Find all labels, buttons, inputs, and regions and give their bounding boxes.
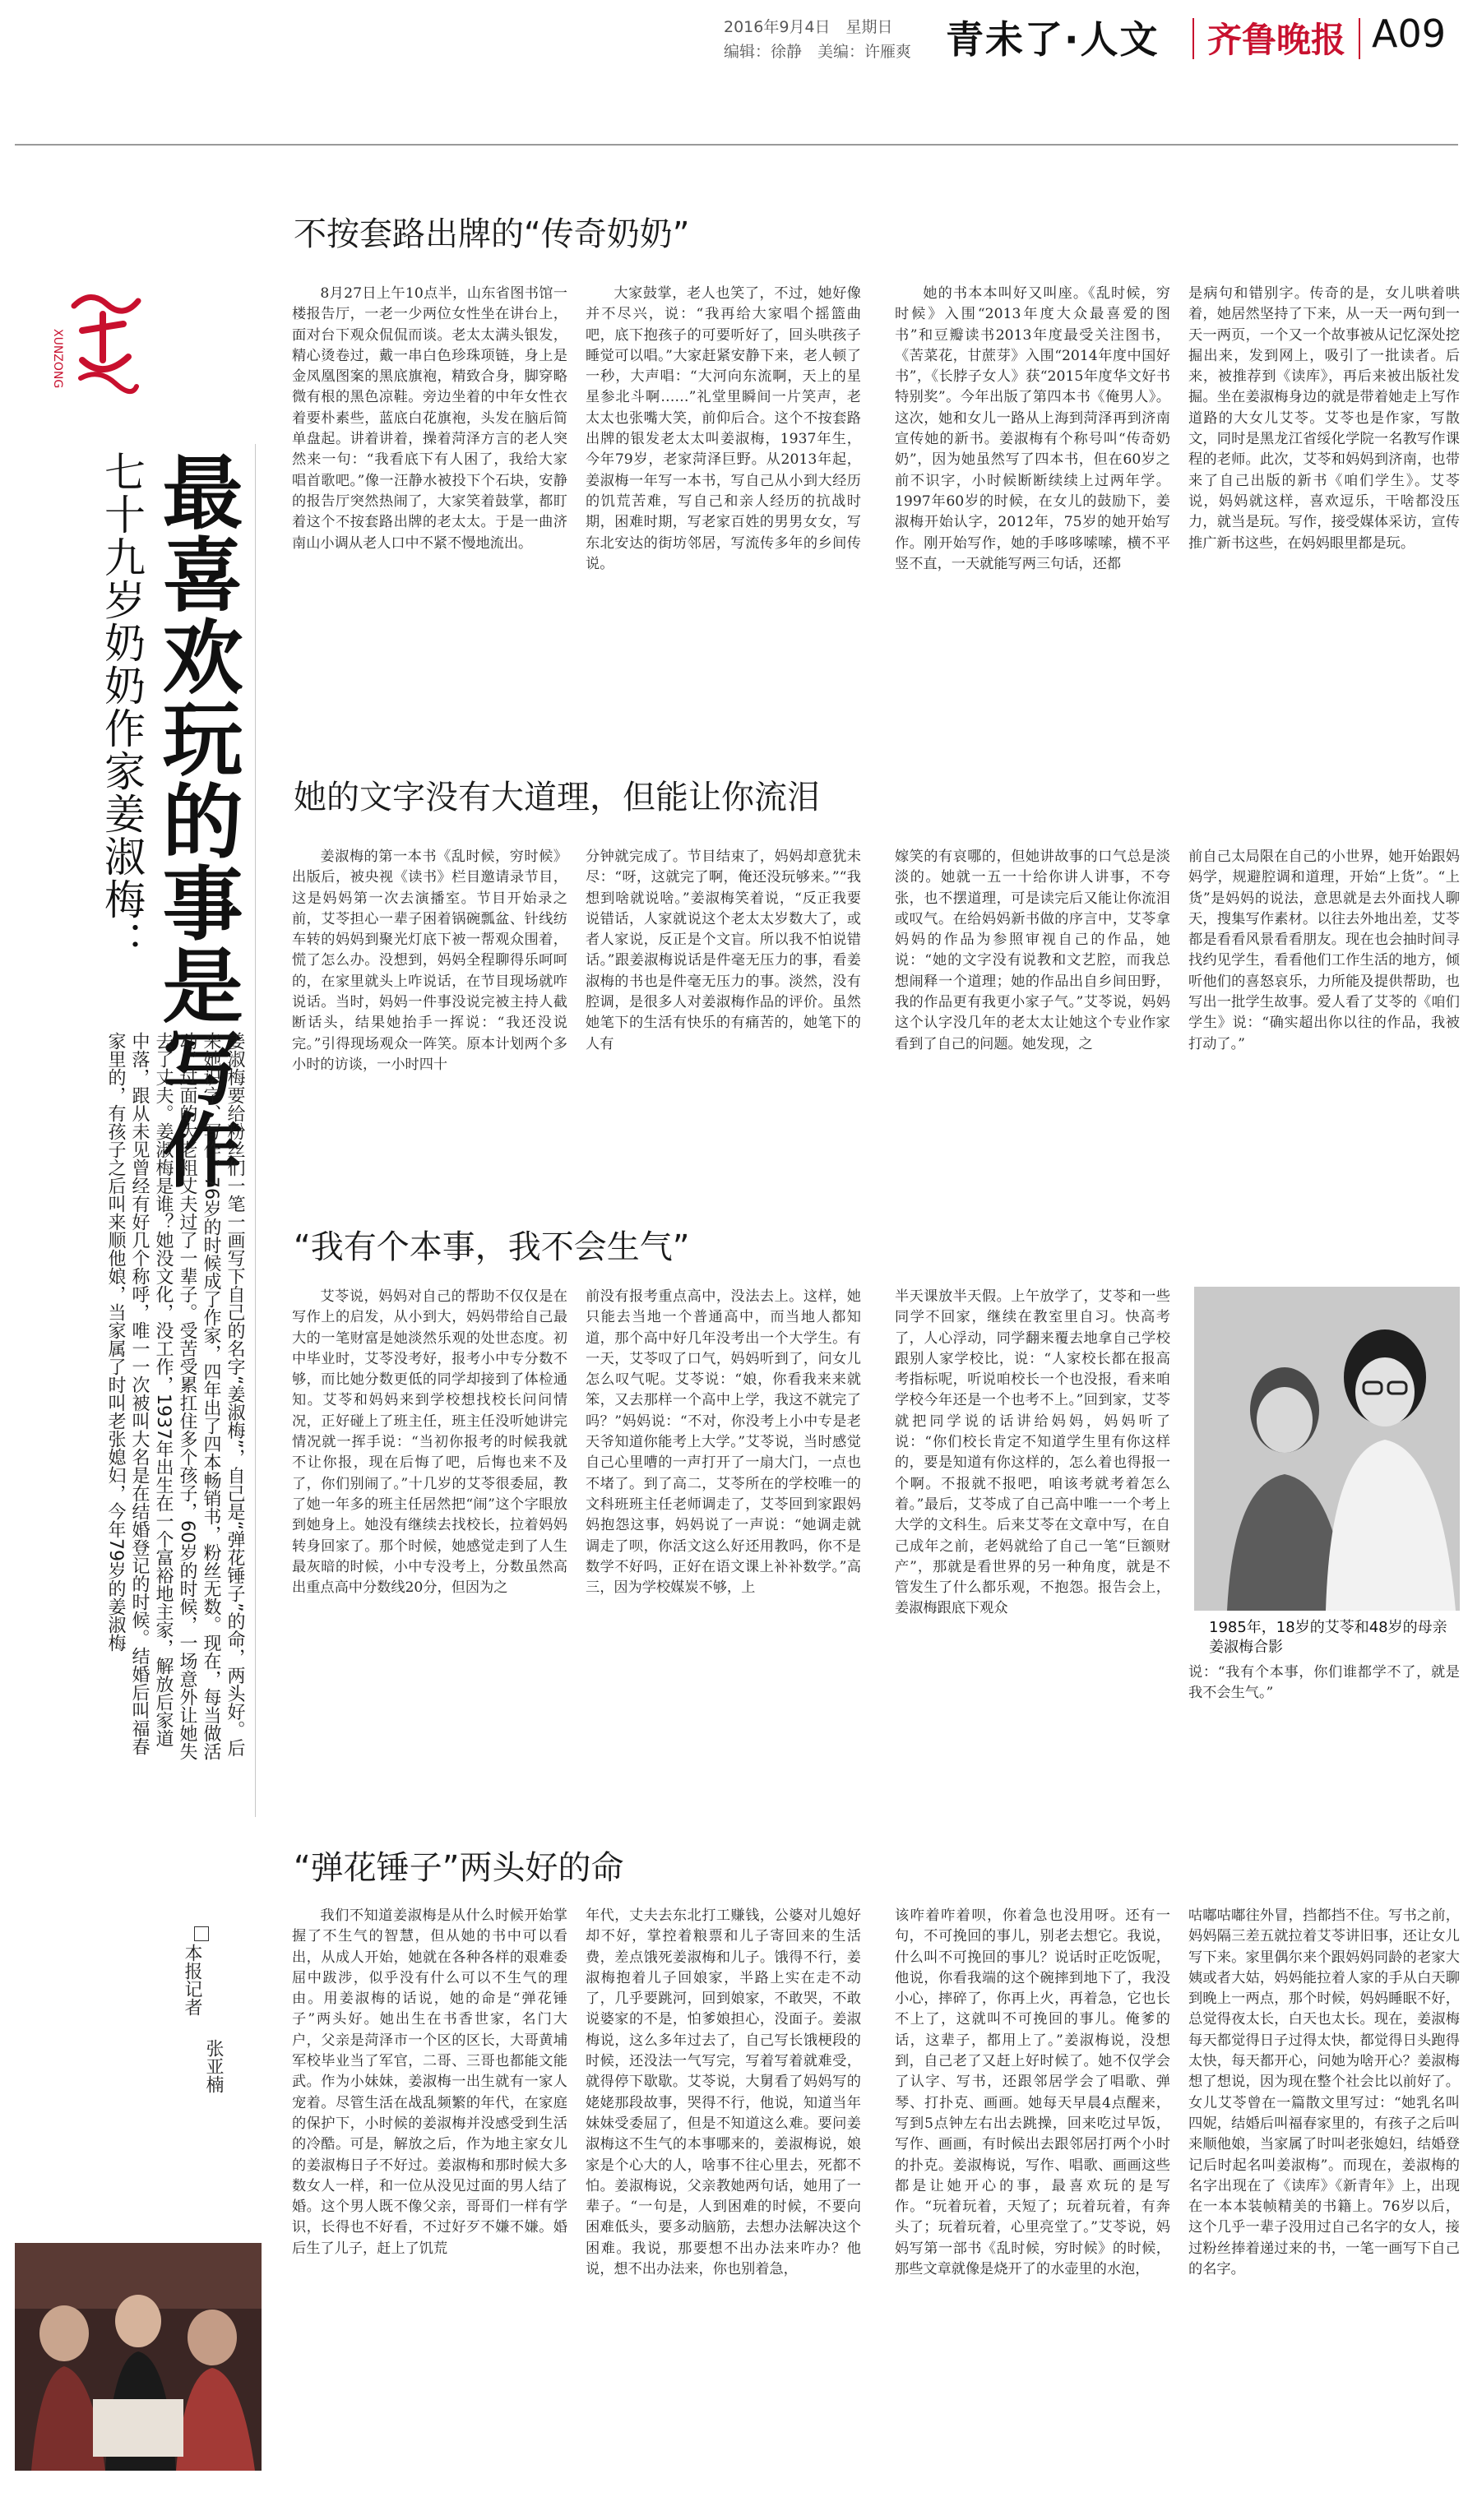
article-column: 嫁笑的有哀哪的，但她讲故事的口气总是淡淡的。她就一五一十给你讲人讲事，不夸张，也不摆道理，可是读完后又能让你流泪或叹气。在给妈妈新书做的序言中，艾苓拿妈妈的作品为参照审视自己的作品，她说：“她的文字没有说教和文艺腔，而我总想闹释一个道理；她的作品出自乡间田野，我的作品更有我更小家子气。”艾苓说，妈妈这个认字没几年的老太太让她这个专业作家看到了自己的问题。她发现，之	[895, 848, 1170, 1052]
article-column: 前没有报考重点高中，没法去上。这样，她只能去当地一个普通高中，而当地人都知道，那个高中好几年没考出一个大学生。有一天，艾苓叹了口气，妈妈听到了，问女儿怎么叹气呢。艾苓说：“娘，你看我来来就笨，又去那样一个高中上学，我这不就完了吗？”妈妈说：“不对，你没考上小中专是老天爷知道你能考上大学。”艾苓说，当时感觉自己心里嘈的一声打开了一扇大门，一点也不堵了。到了高二，艾苓所在的学校唯一的文科班班主任老师调走了，艾苓回到家跟妈妈抱怨这事，妈妈说了一声说：“她调走就调走了呗，你活文这么好还用教吗，你不是数学不好吗，正好在语文课上补补数学。”高三，因为学校媒炭不够，上	[586, 1288, 861, 1597]
byline-label: 本报记者	[182, 1944, 202, 2016]
page-number: A09	[1372, 12, 1447, 56]
article-column: 艾苓说，妈妈对自己的帮助不仅仅是在写作上的启发，从小到大，妈妈带给自己最大的一笔财富是她淡然乐观的处世态度。初中毕业时，艾苓没考好，报考小中专分数不够，而比她分数更低的同学却接到了体检通知。艾苓和妈妈来到学校想找校长问问情况，正好碰上了班主任，班主任没听她讲完情况就一挥手说：“当初你报考的时候我就不让你报，现在后悔了吧，后悔也来不及了，你们别闹了。”十几岁的艾苓很委屈，教了她一年多的班主任居然把“闹”这个字眼放到她身上。她没有继续去找校长，拉着妈妈转身回家了。那个时候，她感觉走到了人生最灰暗的时候，小中专没考上，分数虽然高出重点高中分数线20分，但因为之	[292, 1288, 567, 1597]
article-column: 她的书本本叫好又叫座。《乱时候，穷时候》入围“2013年度大众最喜爱的图书”和豆瓣读书2013年度最受关注图书，《苦菜花，甘蔗芽》入围“2014年度中国好书”，《长脖子女人》获“2015年度华文好书特别奖”。今年出版了第四本书《俺男人》。这次，她和女儿一路从上海到菏泽再到济南宣传她的新书。姜淑梅有个称号叫“传奇奶奶”，因为她虽然写了四本书，但在60岁之前不识字，小时候断断续续上过两年学。1997年60岁的时候，在女儿的鼓励下，姜淑梅开始认字，2012年，75岁的她开始写作。刚开始写作，她的手哆哆嗦嗦，横不平竖不直，一天就能写两三句话，还都	[895, 285, 1170, 572]
article-column: 姜淑梅的第一本书《乱时候，穷时候》出版后，被央视《读书》栏目邀请录节目，这是妈妈第一次去演播室。节目开始录之前，艾苓担心一辈子困着锅碗瓢盆、针线纺车转的妈妈到聚光灯底下被一帮观众围着，慌了怎么办。没想到，妈妈全程聊得乐呵呵的，在家里就头上咋说话，在节目现场就咋说话。当时，妈妈一件事没说完被主持人截断话头，结果她抬手一挥说：“我还没说完。”引得现场观众一阵笑。原本计划两个多小时的访谈，一小时四十	[292, 848, 567, 1073]
article-column: 分钟就完成了。节目结束了，妈妈却意犹未尽：“呀，这就完了啊，俺还没玩够来。”“我想到啥就说啥。”姜淑梅笑着说，“反正我要说错话，人家就说这个老太太岁数大了，或者人家说，反正是个文盲。所以我不怕说错话。”跟姜淑梅说话是件毫无压力的事，看姜淑梅的书也是件毫无压力的事。淡然，没有腔调，是很多人对姜淑梅作品的评价。虽然她笔下的生活有快乐的有痛苦的，她笔下的人有	[586, 848, 861, 1052]
article-column: 咕嘟咕嘟往外冒，挡都挡不住。写书之前，妈妈隔三差五就拉着艾苓讲旧事，还让女儿写下来。家里偶尔来个跟妈妈同龄的老家大姨或者大姑，妈妈能拉着人家的手从白天聊到晚上一两点，那个时候，妈妈睡眠不好，总觉得夜太长，白天也太长。现在，姜淑梅每天都觉得日子过得太快，都觉得日头跑得太快，每天都开心，问她为啥开心？姜淑梅想了想说，因为现在整个社会比以前好了。女儿艾苓曾在一篇散文里写过：“她乳名叫四妮，结婚后叫福春家里的，有孩子之后叫来顺他娘，当家属了时叫老张媳妇，结婚登记后时起名叫姜淑梅”。而现在，姜淑梅的名字出现在了《读库》《新青年》上，出现在一本本装帧精美的书籍上。76岁以后，这个几乎一辈子没用过自己名字的女人，接过粉丝捧着递过来的书，一笔一画写下自己的名字。	[1188, 1907, 1460, 2278]
header-divider	[1359, 18, 1360, 59]
section-heading-2: 她的文字没有大道理，但能让你流泪	[294, 779, 820, 816]
article-column: 该咋着咋着呗，你着急也没用呀。还有一句，不可挽回的事儿，别老去想它。我说，什么叫不可挽回的事儿？说话时正吃饭呢，他说，你看我端的这个碗摔到地下了，我没小心，摔碎了，你再上火，再着急，它也长不上了，这就叫不可挽回的事儿。俺爹的话，这辈子，都用上了。”姜淑梅说，没想到，自己老了又赶上好时候了。她不仅学会了认字、写书，还跟邻居学会了唱歌、弹琴、打扑克、画画。她每天早晨4点醒来，写到5点钟左右出去跳操，回来吃过早饭，写作、画画，有时候出去跟邻居打两个小时的扑克。姜淑梅说，写作、唱歌、画画这些都是让她开心的事，最喜欢玩的是写作。“玩着玩着，天短了；玩着玩着，有奔头了；玩着玩着，心里亮堂了。”艾苓说，妈妈写第一部书《乱时候，穷时候》的时候，那些文章就像是烧开了的水壶里的水泡，	[895, 1907, 1170, 2278]
article-column: 年代，丈夫去东北打工赚钱，公婆对儿媳好却不好，掌控着粮票和儿子寄回来的生活费，差点饿死姜淑梅和儿子。饿得不行，姜淑梅抱着儿子回娘家，半路上实在走不动了，几乎要跳河，回到娘家，不敢哭，不敢说婆家的不是，怕爹娘担心，没面子。姜淑梅说，这么多年过去了，自己写长饿梗段的时候，还没法一气写完，写着写着就难受，就得停下歇歇。艾苓说，大舅看了妈妈写的姥姥那段故事，哭得不行，他说，知道当年妹妹受委屈了，但是不知道这么难。要问姜淑梅这不生气的本事哪来的，姜淑梅说，娘家是个心大的人，啥事不往心里去，死都不怕。姜淑梅说，父亲教她两句话，她用了一辈子。“一句是，人到困难的时候，不要向困难低头，要多动脑筋，去想办法解决这个困难。我说，那要想不出办法来咋办？他说，想不出办法来，你也别着急，	[586, 1907, 861, 2278]
headline: 最喜欢玩的事是写作	[149, 451, 243, 1191]
byline-name: 张亚楠	[203, 2039, 224, 2093]
article-column: 8月27日上午10点半，山东省图书馆一楼报告厅，一老一少两位女性坐在讲台上，面对台下观众侃侃而谈。老太太满头银发，精心烫卷过，戴一串白色珍珠项链，身上是金凤凰图案的黑底旗袍，精致合身，脚穿略微有根的黑色凉鞋。旁边坐着的中年女性衣着要朴素些，蓝底白花旗袍，头发在脑后简单盘起。讲着讲着，操着菏泽方言的老人突然来一句：“我看底下有人困了，我给大家唱首歌吧。”像一汪静水被投下个石块，安静的报告厅突然热闹了，大家笑着鼓掌，都盯着这个不按套路出牌的老太太。于是一曲济南山小调从老人口中不紧不慢地流出。	[292, 285, 567, 552]
article-column: 前自己太局限在自己的小世界，她开始跟妈妈学，规避腔调和道理，开始“上货”。“上货”是妈妈的说法，意思就是去外面找人聊天，搜集写作素材。以往去外地出差，艾苓都是看看风景看看朋友。现在也会抽时间寻找约见学生，看看他们工作生活的地方，倾听他们的喜怒哀乐，力所能及提供帮助，也写出一批学生故事。爱人看了艾苓的《咱们学生》说：“确实超出你以往的作品，我被打动了。”	[1188, 848, 1460, 1052]
top-rule	[15, 144, 1458, 146]
photo-caption: 1985年，18岁的艾苓和48岁的母亲姜淑梅合影	[1209, 1619, 1447, 1656]
byline-square-icon	[194, 1926, 209, 1941]
section-logo-icon	[66, 281, 141, 398]
section-heading-4: “弹花锤子”两头好的命	[294, 1849, 624, 1887]
header-meta	[724, 15, 911, 64]
section-logo-pinyin: XUNZONG	[51, 329, 64, 389]
article-column: 半天课放半天假。上午放学了，艾苓和一些同学不回家，继续在教室里自习。快高考了，人心浮动，同学翻来覆去地拿自己学校跟别人家学校比，说：“人家校长都在报高考指标呢，听说咱校长一个也没报，看来咱学校今年还是一个也考不上。”回到家，艾苓就把同学说的话讲给妈妈，妈妈听了说：“你们校长肯定不知道学生里有你这样的，要是知道有你这样的，怎么着也得报一个啊。不报就不报吧，咱该考就考着怎么着。”最后，艾苓成了自己高中唯一一个考上大学的文科生。后来艾苓在文章中写，在自己成年之前，老妈就给了自己一笔“巨额财产”，那就是看世界的另一种角度，就是不管发生了什么都乐观，不抱怨。报告会上，姜淑梅跟底下观众	[895, 1288, 1170, 1617]
article-column: 我们不知道姜淑梅是从什么时候开始掌握了不生气的智慧，但从她的书中可以看出，从成人开始，她就在各种各样的艰难委屈中跋涉，似乎没有什么可以不生气的理由。用姜淑梅的话说，她的命是“弹花锤子”两头好。她出生在书香世家，名门大户，父亲是菏泽市一个区的区长，大哥黄埔军校毕业当了军官，二哥、三哥也都能文能武。作为小妹妹，姜淑梅一出生就有一家人宠着。尽管生活在战乱频繁的年代，在家庭的保护下，小时候的姜淑梅并没感受到生活的冷酷。可是，解放之后，作为地主家女儿的姜淑梅日子不好过。姜淑梅和那时候大多数女人一样，和一位从没见过面的男人结了婚。这个男人既不像父亲，哥哥们一样有学识，长得也不好看，不过好歹不嫌不嫌。婚后生了儿子，赶上了饥荒	[292, 1907, 567, 2257]
article-column: 大家鼓掌，老人也笑了，不过，她好像并不尽兴，说：“我再给大家唱个摇篮曲吧，底下抱孩子的可要听好了，回头哄孩子睡觉可以唱。”大家赶紧安静下来，老人顿了一秒，大声唱：“大河向东流啊，天上的星星参北斗啊……”礼堂里瞬间一片笑声，老太太也张嘴大笑，前仰后合。这个不按套路出牌的银发老太太叫姜淑梅，1937年生，今年79岁，老家菏泽巨野。从2013年起，姜淑梅一年写一本书，写自己从小到大经历的饥荒苦难，写自己和亲人经历的抗战时期，困难时期，写老家百姓的男男女女，写东北安达的街坊邻居，写流传多年的乡间传说。	[586, 285, 861, 572]
event-photo	[15, 2243, 262, 2471]
article-column: 是病句和错别字。传奇的是，女儿哄着哄着，她居然坚持了下来，从一天一两句到一天一两页，一个又一个故事被从记忆深处挖掘出来，发到网上，吸引了一批读者。后来，被推荐到《读库》，再后来被出版社发掘。坐在姜淑梅身边的就是带着她走上写作道路的大女儿艾苓。艾苓也是作家，写散文，同时是黑龙江省绥化学院一名教写作课程的老师。此次，艾苓和妈妈到济南，也带来了自己出版的新书《咱们学生》。艾苓说，妈妈就这样，喜欢逗乐，干啥都没压力，就当是玩。写作，接受媒体采访，宣传推广新书这些，在妈妈眼里都是玩。	[1188, 285, 1460, 552]
column-title: 青未了·人文	[946, 17, 1160, 62]
header-divider	[1192, 18, 1194, 59]
left-vertical-rule	[255, 444, 256, 1817]
section-heading-1: 不按套路出牌的“传奇奶奶”	[294, 215, 690, 253]
subheadline: 七十九岁奶奶作家姜淑梅：	[98, 451, 146, 964]
article-column: 说：“我有个本事，你们谁都学不了，就是我不会生气。”	[1188, 1664, 1460, 1702]
family-photo	[1194, 1287, 1460, 1611]
section-heading-3: “我有个本事，我不会生气”	[294, 1228, 690, 1266]
newspaper-brand: 齐鲁晚报	[1207, 20, 1346, 60]
intro-text: 姜淑梅要给粉丝们一笔一画写下自己的名字“姜淑梅”，自己是“弹花锤子”的命，两头好。后来她识字、写作，76岁的时候成了作家，四年出了四本畅销书，粉丝无数。现在，每当做活动，过面的大老粗丈夫过了一辈子。受苦受累扛住多个孩子，60岁的时候，一场意外让她失去了丈夫。姜淑梅是谁？她没文化，没工作，1937年出生在一个富裕地主家，解放后家道中落，跟从未见曾经有好几个称呼，唯一一次被叫大名是在结婚登记的时候。结婚后叫福春家里的，有孩子之后叫来顺他娘，当家属了时叫老张媳妇，今年79岁的姜淑梅	[105, 1032, 245, 1760]
header-date: 2016年9月4日 星期日	[724, 18, 893, 36]
header-editors: 编辑：徐静 美编：许雁爽	[724, 43, 912, 61]
